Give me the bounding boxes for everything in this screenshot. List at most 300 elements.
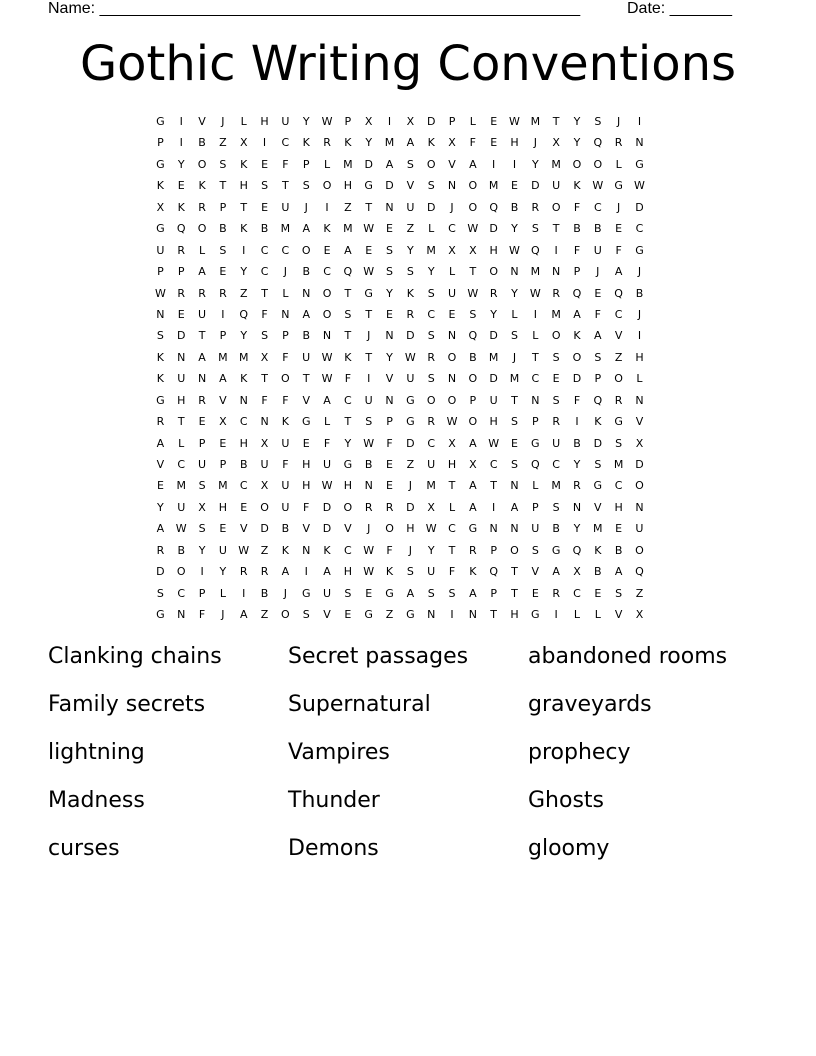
grid-letter[interactable]: W: [488, 436, 500, 450]
grid-letter[interactable]: A: [323, 393, 331, 407]
grid-letter[interactable]: K: [198, 179, 206, 193]
grid-letter[interactable]: Z: [219, 136, 227, 150]
grid-letter[interactable]: A: [510, 500, 519, 514]
grid-letter[interactable]: K: [594, 415, 602, 429]
grid-letter[interactable]: B: [198, 136, 206, 150]
grid-letter[interactable]: R: [614, 393, 623, 407]
grid-letter[interactable]: Z: [406, 222, 415, 236]
grid-letter[interactable]: Q: [572, 543, 582, 557]
grid-letter[interactable]: S: [156, 586, 164, 600]
grid-letter[interactable]: W: [425, 522, 437, 536]
grid-letter[interactable]: T: [448, 479, 456, 493]
grid-letter[interactable]: H: [489, 415, 498, 429]
grid-letter[interactable]: Z: [239, 286, 248, 300]
grid-letter[interactable]: Y: [427, 265, 435, 279]
grid-letter[interactable]: Q: [635, 565, 644, 579]
grid-letter[interactable]: B: [594, 565, 602, 579]
grid-letter[interactable]: O: [572, 157, 582, 171]
grid-letter[interactable]: L: [511, 307, 518, 321]
grid-letter[interactable]: O: [385, 522, 394, 536]
grid-letter[interactable]: C: [593, 200, 602, 214]
grid-letter[interactable]: L: [448, 265, 456, 279]
grid-letter[interactable]: N: [531, 393, 540, 407]
grid-letter[interactable]: X: [219, 415, 227, 429]
grid-letter[interactable]: N: [427, 608, 436, 622]
grid-letter[interactable]: V: [302, 522, 310, 536]
grid-letter[interactable]: N: [635, 136, 644, 150]
grid-letter[interactable]: Q: [530, 243, 540, 257]
grid-letter[interactable]: V: [406, 179, 415, 193]
grid-letter[interactable]: B: [635, 286, 644, 300]
grid-letter[interactable]: M: [530, 265, 541, 279]
grid-letter[interactable]: Z: [385, 608, 394, 622]
grid-letter[interactable]: N: [447, 179, 457, 193]
grid-letter[interactable]: A: [573, 307, 581, 321]
grid-letter[interactable]: S: [469, 307, 477, 321]
grid-letter[interactable]: O: [468, 179, 478, 193]
grid-letter[interactable]: C: [344, 543, 352, 557]
grid-letter[interactable]: E: [240, 500, 248, 514]
grid-letter[interactable]: N: [447, 329, 457, 343]
grid-letter[interactable]: T: [240, 200, 248, 214]
grid-letter[interactable]: D: [177, 329, 186, 343]
grid-letter[interactable]: Q: [593, 393, 603, 407]
grid-letter[interactable]: K: [177, 200, 185, 214]
grid-letter[interactable]: Q: [614, 286, 623, 300]
grid-letter[interactable]: O: [426, 157, 436, 171]
grid-letter[interactable]: Y: [240, 329, 248, 343]
grid-letter[interactable]: F: [282, 157, 289, 171]
grid-letter[interactable]: A: [198, 350, 206, 364]
grid-letter[interactable]: F: [469, 136, 476, 150]
grid-letter[interactable]: K: [344, 350, 352, 364]
grid-letter[interactable]: A: [469, 500, 477, 514]
grid-letter[interactable]: S: [156, 329, 164, 343]
grid-letter[interactable]: T: [261, 372, 268, 386]
grid-letter[interactable]: C: [344, 393, 352, 407]
grid-letter[interactable]: N: [302, 543, 311, 557]
grid-letter[interactable]: T: [344, 415, 352, 429]
grid-letter[interactable]: L: [323, 157, 331, 171]
grid-letter[interactable]: N: [489, 522, 498, 536]
grid-letter[interactable]: V: [302, 393, 310, 407]
grid-letter[interactable]: G: [593, 479, 603, 493]
grid-letter[interactable]: L: [240, 115, 247, 128]
grid-letter[interactable]: N: [385, 393, 394, 407]
grid-letter[interactable]: J: [221, 608, 225, 622]
grid-letter[interactable]: K: [573, 329, 581, 343]
grid-letter[interactable]: Q: [593, 136, 603, 150]
grid-letter[interactable]: J: [596, 265, 600, 279]
grid-letter[interactable]: U: [198, 458, 207, 471]
grid-letter[interactable]: R: [552, 286, 560, 300]
grid-letter[interactable]: A: [302, 307, 310, 321]
grid-letter[interactable]: U: [281, 479, 290, 493]
grid-letter[interactable]: V: [448, 157, 456, 171]
grid-letter[interactable]: T: [344, 286, 352, 300]
grid-letter[interactable]: C: [635, 222, 644, 236]
grid-letter[interactable]: J: [617, 200, 621, 214]
grid-letter[interactable]: R: [239, 565, 248, 579]
grid-letter[interactable]: U: [302, 350, 311, 364]
grid-letter[interactable]: C: [177, 586, 186, 600]
grid-letter[interactable]: M: [551, 479, 561, 493]
grid-letter[interactable]: K: [385, 565, 394, 579]
grid-letter[interactable]: I: [533, 307, 537, 321]
grid-letter[interactable]: S: [386, 265, 394, 279]
grid-letter[interactable]: O: [281, 608, 290, 622]
grid-letter[interactable]: T: [531, 350, 539, 364]
grid-letter[interactable]: H: [302, 458, 311, 471]
grid-letter[interactable]: J: [637, 307, 642, 321]
grid-letter[interactable]: P: [219, 329, 227, 343]
grid-letter[interactable]: D: [593, 436, 603, 450]
grid-letter[interactable]: A: [614, 265, 623, 279]
grid-letter[interactable]: J: [408, 543, 412, 557]
grid-letter[interactable]: A: [219, 372, 227, 386]
grid-letter[interactable]: U: [281, 500, 290, 514]
grid-letter[interactable]: L: [573, 608, 581, 622]
grid-letter[interactable]: B: [302, 265, 310, 279]
grid-letter[interactable]: G: [406, 608, 415, 622]
grid-letter[interactable]: D: [260, 522, 269, 536]
grid-letter[interactable]: F: [573, 200, 581, 214]
grid-letter[interactable]: G: [551, 543, 561, 557]
grid-letter[interactable]: O: [176, 565, 186, 579]
grid-letter[interactable]: I: [325, 200, 329, 214]
grid-letter[interactable]: J: [367, 329, 371, 343]
grid-letter[interactable]: R: [427, 415, 435, 429]
grid-letter[interactable]: U: [406, 200, 415, 214]
grid-letter[interactable]: K: [156, 350, 165, 364]
grid-letter[interactable]: Y: [406, 243, 414, 257]
grid-letter[interactable]: G: [156, 115, 165, 128]
grid-letter[interactable]: L: [219, 586, 226, 600]
grid-letter[interactable]: D: [531, 179, 540, 193]
grid-letter[interactable]: O: [301, 243, 311, 257]
grid-letter[interactable]: G: [364, 286, 373, 300]
grid-letter[interactable]: C: [427, 436, 436, 450]
grid-letter[interactable]: D: [322, 500, 332, 514]
grid-letter[interactable]: G: [614, 179, 623, 193]
grid-letter[interactable]: C: [448, 522, 456, 536]
grid-letter[interactable]: W: [467, 286, 479, 300]
grid-letter[interactable]: B: [614, 543, 623, 557]
grid-letter[interactable]: N: [510, 265, 519, 279]
grid-letter[interactable]: G: [468, 522, 478, 536]
grid-letter[interactable]: Y: [573, 458, 581, 471]
grid-letter[interactable]: P: [532, 500, 539, 514]
grid-letter[interactable]: M: [426, 479, 436, 493]
grid-letter[interactable]: F: [323, 436, 331, 450]
date-field[interactable]: Date: _______: [627, 0, 732, 17]
grid-letter[interactable]: E: [615, 222, 623, 236]
grid-letter[interactable]: S: [427, 372, 435, 386]
grid-letter[interactable]: U: [447, 286, 457, 300]
grid-letter[interactable]: A: [239, 608, 248, 622]
grid-letter[interactable]: X: [635, 436, 644, 450]
grid-letter[interactable]: W: [404, 350, 416, 364]
grid-letter[interactable]: T: [511, 393, 518, 407]
grid-letter[interactable]: U: [198, 307, 207, 321]
grid-letter[interactable]: E: [490, 136, 498, 150]
grid-letter[interactable]: A: [156, 522, 165, 536]
grid-letter[interactable]: S: [386, 243, 394, 257]
grid-letter[interactable]: U: [427, 458, 436, 471]
grid-letter[interactable]: X: [406, 115, 415, 128]
grid-letter[interactable]: G: [635, 243, 644, 257]
grid-letter[interactable]: X: [427, 500, 435, 514]
grid-letter[interactable]: Q: [489, 200, 498, 214]
grid-letter[interactable]: E: [386, 458, 393, 471]
grid-letter[interactable]: X: [364, 115, 373, 128]
grid-letter[interactable]: O: [447, 393, 457, 407]
grid-letter[interactable]: T: [344, 329, 352, 343]
grid-letter[interactable]: A: [385, 157, 394, 171]
grid-letter[interactable]: S: [615, 586, 623, 600]
grid-letter[interactable]: D: [156, 565, 165, 579]
grid-letter[interactable]: C: [239, 415, 248, 429]
grid-letter[interactable]: P: [177, 265, 185, 279]
grid-letter[interactable]: G: [343, 458, 353, 471]
grid-letter[interactable]: O: [343, 500, 353, 514]
grid-letter[interactable]: E: [365, 243, 373, 257]
grid-letter[interactable]: C: [281, 136, 290, 150]
grid-letter[interactable]: W: [363, 565, 375, 579]
grid-letter[interactable]: Y: [302, 115, 310, 128]
grid-letter[interactable]: M: [238, 350, 249, 364]
grid-letter[interactable]: J: [367, 522, 371, 536]
grid-letter[interactable]: S: [615, 436, 623, 450]
grid-letter[interactable]: D: [489, 329, 498, 343]
grid-letter[interactable]: O: [489, 265, 498, 279]
grid-letter[interactable]: I: [450, 608, 454, 622]
grid-letter[interactable]: U: [635, 522, 644, 536]
grid-letter[interactable]: G: [406, 393, 415, 407]
grid-letter[interactable]: Q: [343, 265, 353, 279]
grid-letter[interactable]: N: [260, 415, 269, 429]
grid-letter[interactable]: O: [468, 200, 478, 214]
grid-letter[interactable]: V: [198, 115, 206, 128]
grid-letter[interactable]: D: [406, 436, 415, 450]
grid-letter[interactable]: T: [552, 115, 560, 128]
grid-letter[interactable]: W: [363, 265, 375, 279]
grid-letter[interactable]: H: [343, 179, 352, 193]
grid-letter[interactable]: C: [239, 479, 248, 493]
grid-letter[interactable]: C: [177, 458, 186, 471]
grid-letter[interactable]: E: [594, 586, 602, 600]
grid-letter[interactable]: H: [406, 522, 415, 536]
grid-letter[interactable]: N: [385, 329, 394, 343]
grid-letter[interactable]: C: [260, 243, 269, 257]
grid-letter[interactable]: D: [406, 329, 415, 343]
grid-letter[interactable]: A: [281, 565, 290, 579]
grid-letter[interactable]: P: [198, 586, 206, 600]
grid-letter[interactable]: O: [468, 415, 478, 429]
grid-letter[interactable]: B: [573, 436, 581, 450]
grid-letter[interactable]: J: [304, 200, 308, 214]
grid-letter[interactable]: T: [552, 222, 560, 236]
grid-letter[interactable]: T: [469, 265, 477, 279]
grid-letter[interactable]: S: [344, 586, 352, 600]
grid-letter[interactable]: C: [323, 265, 331, 279]
grid-letter[interactable]: I: [512, 157, 517, 171]
grid-letter[interactable]: V: [531, 565, 540, 579]
grid-letter[interactable]: Y: [177, 157, 185, 171]
grid-letter[interactable]: T: [365, 307, 373, 321]
grid-letter[interactable]: B: [302, 329, 310, 343]
grid-letter[interactable]: V: [156, 458, 165, 471]
grid-letter[interactable]: S: [219, 243, 227, 257]
grid-letter[interactable]: H: [302, 479, 311, 493]
grid-letter[interactable]: X: [448, 243, 456, 257]
grid-letter[interactable]: S: [427, 329, 435, 343]
grid-letter[interactable]: E: [261, 200, 269, 214]
grid-letter[interactable]: N: [177, 350, 186, 364]
grid-letter[interactable]: S: [198, 522, 206, 536]
grid-letter[interactable]: U: [406, 372, 415, 386]
grid-letter[interactable]: W: [509, 243, 520, 257]
grid-letter[interactable]: E: [511, 436, 518, 450]
grid-letter[interactable]: S: [594, 350, 602, 364]
grid-letter[interactable]: P: [490, 586, 497, 600]
grid-letter[interactable]: U: [489, 393, 498, 407]
grid-letter[interactable]: B: [364, 458, 373, 471]
grid-letter[interactable]: M: [613, 458, 624, 471]
grid-letter[interactable]: R: [469, 543, 477, 557]
grid-letter[interactable]: N: [510, 479, 519, 493]
grid-letter[interactable]: B: [573, 222, 581, 236]
grid-letter[interactable]: S: [261, 179, 269, 193]
grid-letter[interactable]: Y: [573, 115, 581, 128]
grid-letter[interactable]: Y: [511, 286, 518, 300]
grid-letter[interactable]: U: [323, 586, 332, 600]
grid-letter[interactable]: T: [448, 543, 456, 557]
grid-letter[interactable]: C: [281, 243, 290, 257]
grid-letter[interactable]: I: [262, 136, 267, 150]
grid-letter[interactable]: T: [302, 372, 310, 386]
grid-letter[interactable]: C: [448, 222, 456, 236]
grid-letter[interactable]: H: [218, 500, 228, 514]
grid-letter[interactable]: J: [283, 265, 287, 279]
grid-letter[interactable]: R: [364, 500, 373, 514]
grid-letter[interactable]: F: [573, 393, 581, 407]
grid-letter[interactable]: U: [552, 179, 561, 193]
grid-letter[interactable]: O: [260, 500, 269, 514]
grid-letter[interactable]: R: [323, 136, 331, 150]
grid-letter[interactable]: M: [488, 350, 499, 364]
grid-letter[interactable]: G: [531, 436, 540, 450]
grid-letter[interactable]: G: [406, 415, 415, 429]
grid-letter[interactable]: F: [303, 500, 310, 514]
grid-letter[interactable]: P: [157, 136, 164, 150]
grid-letter[interactable]: H: [510, 608, 519, 622]
grid-letter[interactable]: K: [156, 179, 165, 193]
grid-letter[interactable]: S: [198, 479, 206, 493]
grid-letter[interactable]: D: [364, 157, 373, 171]
grid-letter[interactable]: K: [240, 222, 248, 236]
grid-letter[interactable]: O: [593, 157, 603, 171]
grid-letter[interactable]: C: [614, 479, 623, 493]
grid-letter[interactable]: G: [301, 415, 311, 429]
grid-letter[interactable]: X: [552, 136, 560, 150]
grid-letter[interactable]: A: [323, 565, 331, 579]
grid-letter[interactable]: Z: [260, 543, 269, 557]
grid-letter[interactable]: O: [614, 372, 623, 386]
grid-letter[interactable]: Y: [427, 543, 435, 557]
grid-letter[interactable]: K: [302, 136, 310, 150]
grid-letter[interactable]: T: [198, 329, 206, 343]
grid-letter[interactable]: A: [406, 586, 415, 600]
name-field[interactable]: Name: ______________________________________________________: [48, 0, 581, 17]
grid-letter[interactable]: D: [426, 115, 436, 128]
grid-letter[interactable]: F: [594, 307, 601, 321]
grid-letter[interactable]: Q: [468, 329, 478, 343]
grid-letter[interactable]: R: [177, 286, 186, 300]
grid-letter[interactable]: T: [282, 179, 289, 193]
grid-letter[interactable]: H: [239, 179, 248, 193]
grid-letter[interactable]: B: [281, 522, 290, 536]
grid-letter[interactable]: S: [594, 115, 602, 128]
grid-letter[interactable]: O: [468, 372, 478, 386]
grid-letter[interactable]: R: [489, 286, 498, 300]
grid-letter[interactable]: I: [242, 586, 246, 600]
grid-letter[interactable]: B: [594, 222, 602, 236]
grid-letter[interactable]: S: [552, 500, 560, 514]
grid-letter[interactable]: H: [343, 479, 352, 493]
grid-letter[interactable]: W: [321, 372, 333, 386]
grid-letter[interactable]: L: [594, 608, 601, 622]
grid-letter[interactable]: M: [530, 115, 541, 128]
grid-letter[interactable]: V: [323, 608, 331, 622]
grid-letter[interactable]: G: [614, 415, 623, 429]
grid-letter[interactable]: H: [177, 393, 186, 407]
grid-letter[interactable]: N: [552, 265, 561, 279]
grid-letter[interactable]: P: [386, 415, 393, 429]
grid-letter[interactable]: U: [281, 115, 290, 128]
grid-letter[interactable]: L: [323, 415, 331, 429]
grid-letter[interactable]: O: [322, 179, 332, 193]
grid-letter[interactable]: S: [531, 543, 539, 557]
grid-letter[interactable]: V: [614, 329, 623, 343]
grid-letter[interactable]: P: [302, 157, 310, 171]
grid-letter[interactable]: J: [533, 136, 537, 150]
grid-letter[interactable]: I: [221, 307, 225, 321]
grid-letter[interactable]: N: [177, 608, 186, 622]
grid-letter[interactable]: G: [156, 608, 165, 622]
grid-letter[interactable]: G: [156, 393, 165, 407]
grid-letter[interactable]: E: [177, 307, 185, 321]
grid-letter[interactable]: D: [489, 372, 498, 386]
grid-letter[interactable]: X: [573, 565, 581, 579]
grid-letter[interactable]: I: [242, 243, 246, 257]
grid-letter[interactable]: O: [322, 307, 332, 321]
grid-letter[interactable]: S: [531, 222, 539, 236]
grid-letter[interactable]: B: [219, 222, 227, 236]
grid-letter[interactable]: V: [635, 415, 644, 429]
grid-letter[interactable]: A: [469, 157, 477, 171]
grid-letter[interactable]: Y: [240, 265, 248, 279]
grid-letter[interactable]: K: [323, 543, 331, 557]
grid-letter[interactable]: T: [365, 200, 373, 214]
grid-letter[interactable]: F: [386, 543, 393, 557]
grid-letter[interactable]: W: [175, 522, 187, 536]
grid-letter[interactable]: F: [344, 372, 352, 386]
grid-letter[interactable]: R: [198, 200, 206, 214]
grid-letter[interactable]: P: [198, 436, 206, 450]
grid-letter[interactable]: F: [198, 608, 206, 622]
grid-letter[interactable]: P: [219, 200, 227, 214]
